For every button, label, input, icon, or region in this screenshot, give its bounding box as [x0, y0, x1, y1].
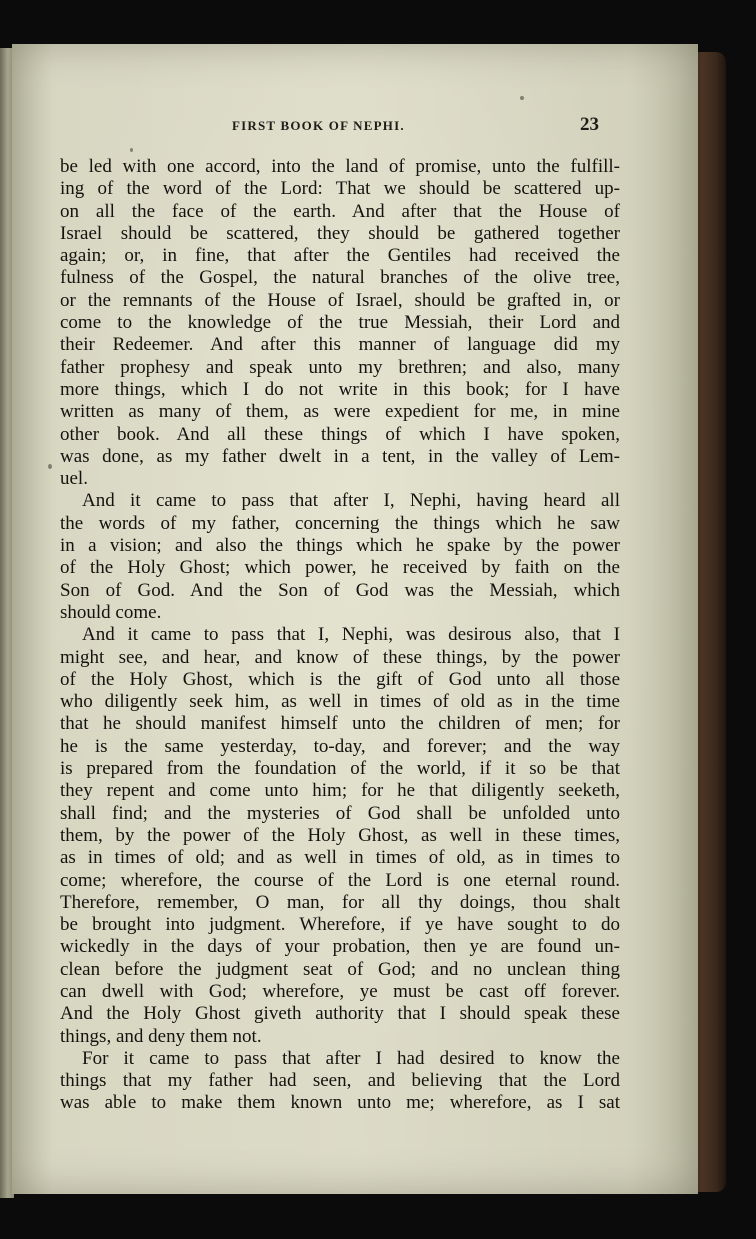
text-line: things that my father had seen, and believing that the Lord	[60, 1070, 620, 1092]
text-line: things, and deny them not.	[60, 1025, 262, 1047]
text-line: For it came to pass that after I had desired to know the	[82, 1047, 620, 1069]
text-line: be led with one accord, into the land of promise, unto the fulfill-	[60, 156, 620, 177]
text-line: other book. And all these things of which I have spoken,	[60, 423, 620, 445]
text-line: or the remnants of the House of Israel, should be grafted in, or	[60, 289, 620, 311]
text-line: of the Holy Ghost, which is the gift of God unto all those	[60, 668, 620, 690]
text-line: fulness of the Gospel, the natural branches of the olive tree,	[60, 267, 620, 289]
text-line: clean before the judgment seat of God; and no unclean thing	[60, 958, 620, 980]
text-line: And it came to pass that I, Nephi, was desirous also, that I	[82, 624, 620, 646]
running-title: FIRST BOOK OF NEPHI.	[232, 118, 405, 133]
text-line: he is the same yesterday, to-day, and forever; and the way	[60, 735, 620, 757]
text-line: come to the knowledge of the true Messiah, their Lord and	[60, 312, 620, 334]
text-line: as in times of old; and as well in times of old, as in times to	[60, 847, 620, 869]
text-line: And it came to pass that after I, Nephi, having heard all	[82, 490, 620, 512]
text-line: in a vision; and also the things which he spake by the power	[60, 535, 620, 557]
text-line: of the Holy Ghost; which power, he received by faith on the	[60, 557, 620, 579]
text-line: again; or, in fine, that after the Gentiles had received the	[60, 245, 620, 267]
text-line: the words of my father, concerning the things which he saw	[60, 512, 620, 534]
text-line: ing of the word of the Lord: That we should be scattered up-	[60, 178, 620, 200]
text-line: And the Holy Ghost giveth authority that I should speak these	[60, 1003, 620, 1025]
text-line: shall find; and the mysteries of God shall be unfolded unto	[60, 802, 620, 824]
book-page	[12, 44, 698, 1194]
text-line: they repent and come unto him; for he that diligently seeketh,	[60, 780, 620, 802]
text-line: more things, which I do not write in this book; for I have	[60, 378, 620, 400]
text-line: them, by the power of the Holy Ghost, as well in these times,	[60, 824, 620, 846]
text-line: come; wherefore, the course of the Lord is one eternal round.	[60, 869, 620, 891]
running-head	[12, 114, 698, 140]
text-line: written as many of them, as were expedient for me, in mine	[60, 401, 620, 423]
text-line: father prophesy and speak unto my brethren; and also, many	[60, 356, 620, 378]
text-line: Israel should be scattered, they should be gathered together	[60, 222, 620, 244]
text-line: wickedly in the days of your probation, then ye are found un-	[60, 936, 620, 958]
body-text	[60, 156, 620, 1115]
text-line: should come.	[60, 601, 162, 623]
text-line: on all the face of the earth. And after that the House of	[60, 200, 620, 222]
text-line: Son of God. And the Son of God was the Messiah, which	[60, 579, 620, 601]
text-line: was able to make them known unto me; wherefore, as I sat	[60, 1092, 620, 1114]
page-number: 23	[580, 114, 599, 135]
text-line: can dwell with God; wherefore, ye must be cast off forever.	[60, 980, 620, 1002]
text-line: was done, as my father dwelt in a tent, in the valley of Lem-	[60, 445, 620, 467]
ink-speck	[520, 96, 524, 100]
text-line: might see, and hear, and know of these things, by the power	[60, 646, 620, 668]
text-line: that he should manifest himself unto the children of men; for	[60, 713, 620, 735]
text-line: be brought into judgment. Wherefore, if ye have sought to do	[60, 914, 620, 936]
ink-speck	[130, 148, 133, 152]
text-line: who diligently seek him, as well in times of old as in the time	[60, 691, 620, 713]
text-line: Therefore, remember, O man, for all thy doings, thou shalt	[60, 891, 620, 913]
text-line: is prepared from the foundation of the world, if it so be that	[60, 758, 620, 780]
ink-speck	[48, 464, 52, 469]
text-line: uel.	[60, 468, 88, 490]
text-line: their Redeemer. And after this manner of language did my	[60, 334, 620, 356]
